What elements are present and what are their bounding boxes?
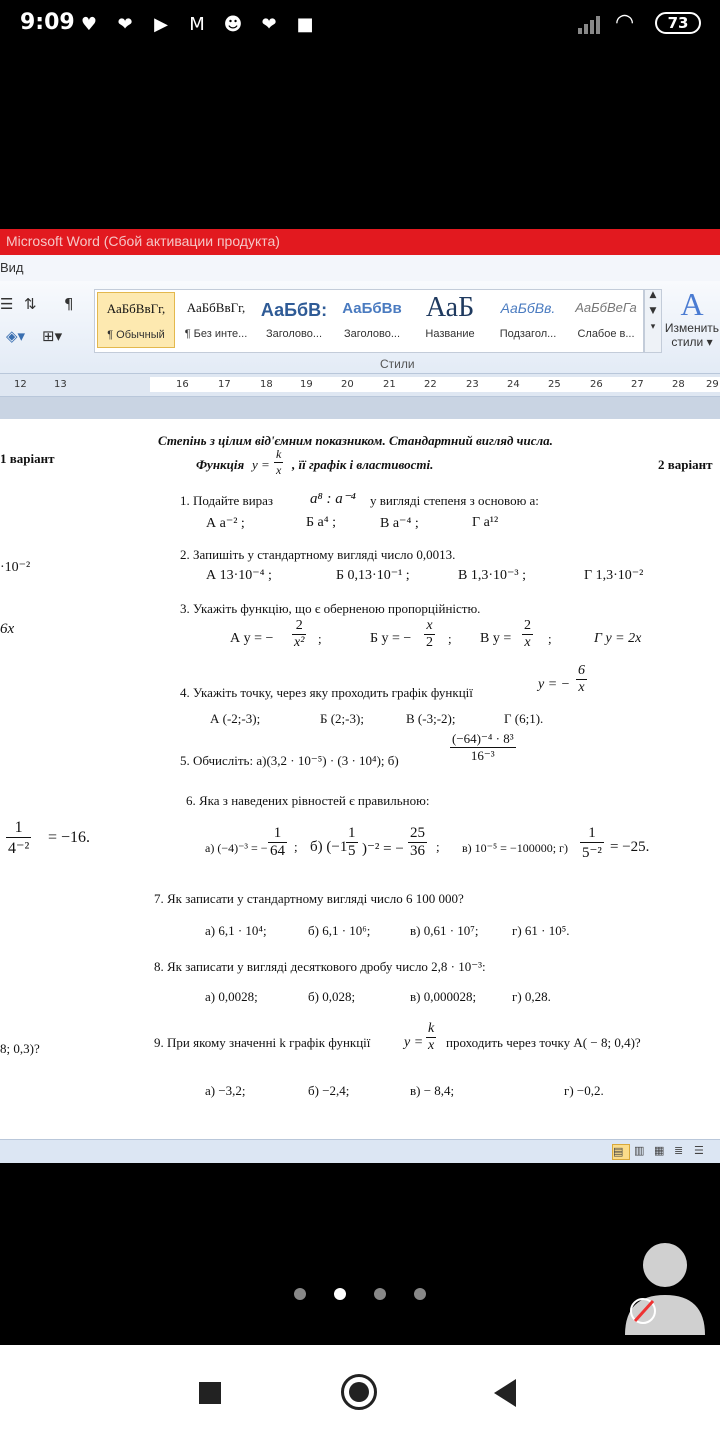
video-camera-icon: ■ (296, 13, 314, 35)
scroll-down-icon[interactable]: ▼ (649, 306, 657, 316)
style-heading-1[interactable] (255, 292, 333, 348)
q6-fraction-a: $\frac{1}{64}$ (270, 825, 285, 859)
separator: ; (294, 839, 298, 854)
q3-option: А y = − (230, 631, 274, 646)
window-title: Microsoft Word (Сбой активации продукта) (6, 233, 280, 249)
q6-fraction-b2: $\frac{25}{36}$ (410, 825, 425, 859)
left-cut-text: = −16. (48, 829, 91, 846)
ruler-number: 24 (507, 379, 520, 390)
left-cut-text: 6x (0, 621, 15, 637)
participant-avatar[interactable] (625, 1243, 705, 1335)
home-button-icon[interactable] (341, 1374, 377, 1410)
full-screen-reading-icon[interactable]: ▥ (634, 1144, 645, 1157)
page-dot[interactable] (294, 1288, 306, 1300)
q4-option: Г (6;1). (504, 711, 544, 726)
style-sample: АаБбВвГг, (186, 300, 246, 315)
clock: 9:09 (20, 10, 75, 35)
ribbon-tabs (0, 255, 720, 282)
q1-option: А a⁻² ; (206, 516, 245, 531)
q7-option: в) 0,61 · 10⁷; (410, 923, 479, 938)
q8-option: в) 0,000028; (410, 989, 477, 1004)
q2-option: А 13·10⁻⁴ ; (206, 568, 272, 583)
q3-fraction-a: $\frac{2}{\text{x²}}$ (294, 618, 305, 650)
styles-gallery (94, 289, 644, 353)
status-bar (0, 0, 720, 50)
q8-option: а) 0,0028; (205, 989, 258, 1004)
q3-fraction-b: $\frac{x}{2}$ (426, 618, 433, 650)
style-label: ¶ Обычный (107, 329, 165, 341)
gallery-scroll[interactable] (644, 289, 662, 353)
doc-subtitle-suffix: , її графік і властивості. (292, 457, 434, 472)
question-9: 9. При якому значенні k графік функції (154, 1035, 371, 1050)
ruler-number: 29 (706, 379, 719, 390)
question-7: 7. Як записати у стандартному вигляді число 6 100 000? (154, 891, 464, 906)
left-fraction-den: 4⁻² (8, 840, 30, 857)
change-styles-icon: A (680, 286, 704, 322)
ruler-number: 20 (341, 379, 354, 390)
q4-option: А (-2;-3); (210, 711, 261, 726)
cat-app-icon: ☻ (223, 13, 243, 35)
q1-option: Б a⁴ ; (306, 515, 337, 530)
web-layout-icon[interactable]: ▦ (654, 1144, 665, 1157)
separator: ; (436, 839, 440, 854)
ruler-number: 16 (176, 379, 189, 390)
navigation-bar (0, 1345, 720, 1440)
q8-option: г) 0,28. (512, 989, 551, 1004)
style-subtle-emphasis[interactable] (567, 292, 645, 348)
q4-option: В (-3;-2); (406, 711, 456, 726)
gmail-icon: M (189, 13, 205, 35)
word-window (0, 229, 720, 1163)
ruler-number: 19 (300, 379, 313, 390)
q3-option: В y = (480, 631, 512, 646)
style-sample: АаБбВвГг, (106, 301, 166, 316)
q6-fraction-b: $\frac{1}{5}$ (348, 825, 356, 859)
title-bar (0, 229, 720, 255)
q6-option-b2: )⁻² = − (362, 841, 404, 857)
change-styles-label: Изменить (664, 321, 720, 335)
style-no-spacing[interactable] (177, 292, 255, 348)
style-sample: АаБбВв. (500, 300, 556, 316)
style-label: Название (425, 328, 475, 340)
q4-formula: y = − (538, 677, 571, 692)
q7-option: г) 61 · 10⁵. (512, 923, 570, 938)
sort-icon[interactable]: ⇅ (24, 295, 37, 313)
separator: ; (548, 631, 552, 646)
formula-y: y = (252, 457, 270, 472)
style-normal[interactable] (97, 292, 175, 348)
change-styles-button[interactable] (664, 287, 720, 357)
heart-app-icon-2: ❤ (261, 13, 277, 35)
youtube-icon: ▶ (154, 13, 168, 35)
heart-app-icon: ❤ (117, 13, 133, 35)
q7-option: б) 6,1 · 10⁶; (308, 923, 371, 938)
page-dot[interactable] (414, 1288, 426, 1300)
heart-square-icon: ♥ (80, 13, 98, 35)
q4-option: Б (2;-3); (320, 711, 364, 726)
q6-fraction-g: $\frac{1}{\text{5⁻²}}$ (582, 825, 602, 861)
separator: ; (318, 631, 322, 646)
q4-fraction: $\frac{6}{x}$ (578, 663, 585, 695)
q5-fraction (450, 731, 516, 764)
q9-option: г) −0,2. (564, 1083, 604, 1098)
draft-icon[interactable]: ☰ (694, 1144, 704, 1157)
ruler-number: 13 (54, 379, 67, 390)
q3-option: Г y = 2x (594, 631, 642, 646)
question-2: 2. Запишіть у стандартному вигляді число 0,0013. (180, 547, 456, 562)
page-dot-active[interactable] (334, 1288, 346, 1300)
shading-icon[interactable]: ◈▾ (6, 327, 26, 345)
document-page[interactable] (0, 419, 720, 1139)
style-label: Заголово... (265, 328, 323, 340)
doc-subtitle-prefix: Функція (196, 457, 245, 472)
q2-option: В 1,3·10⁻³ ; (458, 568, 526, 583)
ruler-number: 25 (548, 379, 561, 390)
back-button-icon[interactable] (494, 1379, 516, 1407)
borders-icon[interactable]: ⊞▾ (42, 327, 63, 345)
question-3: 3. Укажіть функцію, що є оберненою пропорційністю. (180, 601, 481, 616)
q7-option: а) 6,1 · 10⁴; (205, 923, 267, 938)
q1-expression: a⁸ : a⁻⁴ (310, 491, 356, 507)
question-6: 6. Яка з наведених рівностей є правильною: (186, 793, 430, 808)
status-line (0, 1139, 720, 1163)
style-sample: АаБбВв (342, 300, 402, 317)
variant-2-label: 2 варіант (658, 457, 713, 472)
q1-option: В a⁻⁴ ; (380, 516, 419, 531)
ruler-number: 26 (590, 379, 603, 390)
signal-icon (578, 14, 606, 34)
ruler-number: 28 (672, 379, 685, 390)
page-dot[interactable] (374, 1288, 386, 1300)
style-label: Заголово... (343, 328, 401, 340)
q8-option: б) 0,028; (308, 989, 356, 1004)
q2-option: Г 1,3·10⁻² (584, 568, 644, 583)
outline-icon[interactable]: ≣ (674, 1144, 684, 1157)
q3-fraction-c: $\frac{2}{x}$ (524, 618, 531, 650)
q6-option-a: а) (−4)⁻³ = − (205, 841, 268, 855)
style-label: Слабое в... (577, 328, 635, 340)
q9-tail: проходить через точку A( − 8; 0,4)? (446, 1035, 641, 1050)
ruler-number: 17 (218, 379, 231, 390)
q9-option: а) −3,2; (205, 1083, 246, 1098)
q6-option-v: в) 10⁻⁵ = −100000; г) (462, 841, 568, 855)
paragraph-tools (0, 291, 88, 361)
style-heading-2[interactable] (333, 292, 411, 348)
q9-fraction: $\frac{k}{x}$ (428, 1021, 435, 1053)
ruler-number: 18 (260, 379, 273, 390)
formula-k-over-x: $\frac{k}{x}$ (276, 447, 282, 477)
style-sample: АаБбВ: (260, 300, 328, 320)
left-cut-text: ·10⁻² (0, 560, 31, 575)
q1-option: Г a¹² (472, 515, 499, 530)
style-sample: АаБ (425, 292, 475, 322)
q5-denominator: 16⁻³ (470, 748, 495, 763)
list-icon[interactable]: ☰ (0, 295, 14, 313)
style-title[interactable] (411, 292, 489, 348)
change-styles-label-2: стили ▾ (671, 335, 713, 349)
ruler-number: 23 (466, 379, 479, 390)
left-cut-fraction (6, 819, 31, 858)
q6-option-g: = −25. (610, 839, 650, 855)
style-sample: АаБбВеГа (575, 300, 637, 315)
ruler[interactable] (0, 374, 720, 397)
style-label: ¶ Без инте... (184, 328, 248, 340)
battery-icon: 73 (655, 12, 701, 34)
q9-option: в) − 8,4; (410, 1083, 455, 1098)
question-4: 4. Укажіть точку, через яку проходить графік функції (180, 685, 473, 700)
print-layout-icon[interactable]: ▤ (612, 1144, 630, 1160)
style-label: Подзагол... (499, 328, 557, 340)
styles-group-label: Стили (380, 357, 415, 371)
more-styles-icon[interactable]: ▾ (650, 322, 656, 332)
ruler-number: 12 (14, 379, 27, 390)
doc-title: Степінь з цілим від'ємним показником. Стандартний вигляд числа. (158, 433, 553, 448)
q9-formula: y = (404, 1035, 424, 1050)
ruler-number: 21 (383, 379, 396, 390)
ruler-number: 27 (631, 379, 644, 390)
q1-tail: у вигляді степеня з основою a: (370, 493, 539, 508)
question-8: 8. Як записати у вигляді десяткового дробу число 2,8 · 10⁻³: (154, 959, 486, 974)
q3-option: Б y = − (370, 631, 412, 646)
ruler-number: 22 (424, 379, 437, 390)
q2-option: Б 0,13·10⁻¹ ; (336, 568, 410, 583)
tab-view[interactable]: Вид (0, 260, 24, 275)
variant-1-label: 1 варіант (0, 451, 55, 466)
recents-button-icon[interactable] (199, 1382, 221, 1404)
q6-option-b: б) (−1 (310, 839, 348, 855)
ribbon (0, 281, 720, 374)
q9-option: б) −2,4; (308, 1083, 350, 1098)
scroll-up-icon[interactable]: ▲ (649, 290, 657, 300)
question-1: 1. Подайте вираз (180, 493, 274, 508)
pilcrow-icon[interactable]: ¶ (64, 295, 74, 313)
wifi-icon: ◠ (615, 10, 635, 35)
separator: ; (448, 631, 452, 646)
left-fraction-num: 1 (6, 819, 31, 838)
question-5: 5. Обчисліть: а)(3,2 · 10⁻⁵) · (3 · 10⁴); б) (180, 753, 399, 768)
page-gap (0, 397, 720, 419)
left-cut-text: 8; 0,3)? (0, 1041, 40, 1056)
q5-numerator: (−64)⁻⁴ · 8³ (452, 731, 514, 746)
style-subtitle[interactable] (489, 292, 567, 348)
